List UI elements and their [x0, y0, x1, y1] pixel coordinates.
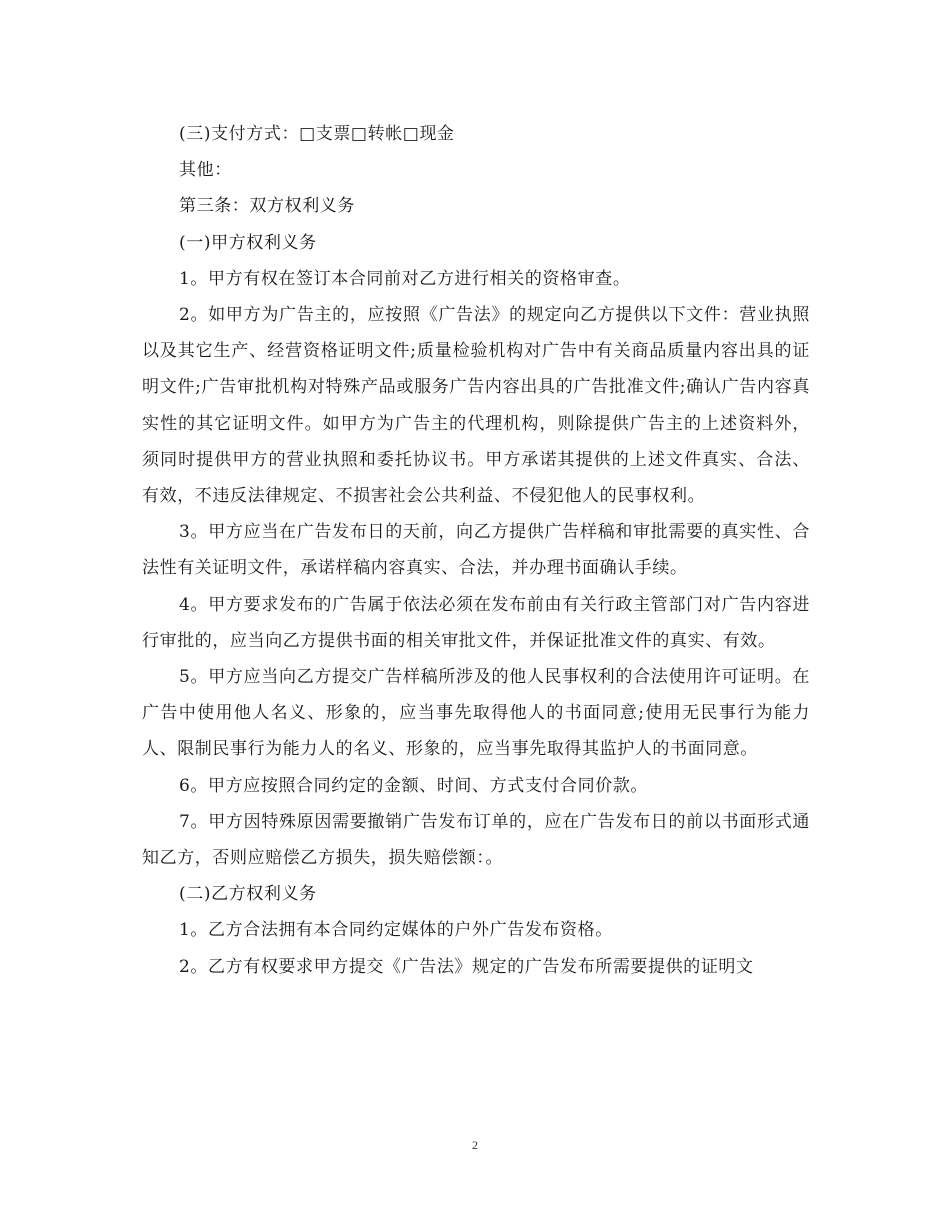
party-a-clause-4: 4。甲方要求发布的广告属于依法必须在发布前由有关行政主管部门对广告内容进行审批的，应当向乙方提供书面的相关审批文件，并保证批准文件的真实、有效。	[142, 594, 810, 651]
page-number: 2	[472, 1138, 478, 1152]
party-a-section-heading: (一)甲方权利义务	[179, 232, 317, 253]
party-b-clause-2: 2。乙方有权要求甲方提交《广告法》规定的广告发布所需要提供的证明文	[179, 956, 754, 977]
party-a-clause-2: 2。如甲方为广告主的，应按照《广告法》的规定向乙方提供以下文件：营业执照以及其它生产、经营资格证明文件;质量检验机构对广告中有关商品质量内容出具的证明文件;广告审批机构对特殊产品或服务广告内容出具的广告批准文件;确认广告内容真实性的其它证明文件。如甲方为广告主的代理机构，则除提供广告主的上述资料外，须同时提供甲方的营业执照和委托协议书。甲方承诺其提供的上述文件真实、合法、有效，不违反法律规定、不损害社会公共利益、不侵犯他人的民事权利。	[142, 305, 810, 507]
party-a-clause-1: 1。甲方有权在签订本合同前对乙方进行相关的资格审查。	[179, 268, 631, 289]
document-body	[142, 116, 810, 985]
party-a-clause-5: 5。甲方应当向乙方提交广告样稿所涉及的他人民事权利的合法使用许可证明。在广告中使用他人名义、形象的，应当事先取得他人的书面同意;使用无民事行为能力人、限制民事行为能力人的名义、形象的，应当事先取得其监护人的书面同意。	[142, 667, 810, 760]
payment-method-line: (三)支付方式：□支票□转帐□现金	[179, 124, 455, 144]
party-a-clause-3: 3。甲方应当在广告发布日的天前，向乙方提供广告样稿和审批需要的真实性、合法性有关证明文件，承诺样稿内容真实、合法，并办理书面确认手续。	[142, 522, 810, 579]
other-line: 其他：	[179, 160, 232, 181]
article-three-heading: 第三条：双方权利义务	[179, 196, 355, 217]
party-a-clause-6: 6。甲方应按照合同约定的金额、时间、方式支付合同价款。	[179, 775, 649, 796]
party-b-clause-1: 1。乙方合法拥有本合同约定媒体的户外广告发布资格。	[179, 920, 613, 941]
party-b-section-heading: (二)乙方权利义务	[179, 884, 317, 905]
party-a-clause-7: 7。甲方因特殊原因需要撤销广告发布订单的，应在广告发布日的前以书面形式通知乙方，否则应赔偿乙方损失，损失赔偿额：。	[142, 811, 810, 869]
